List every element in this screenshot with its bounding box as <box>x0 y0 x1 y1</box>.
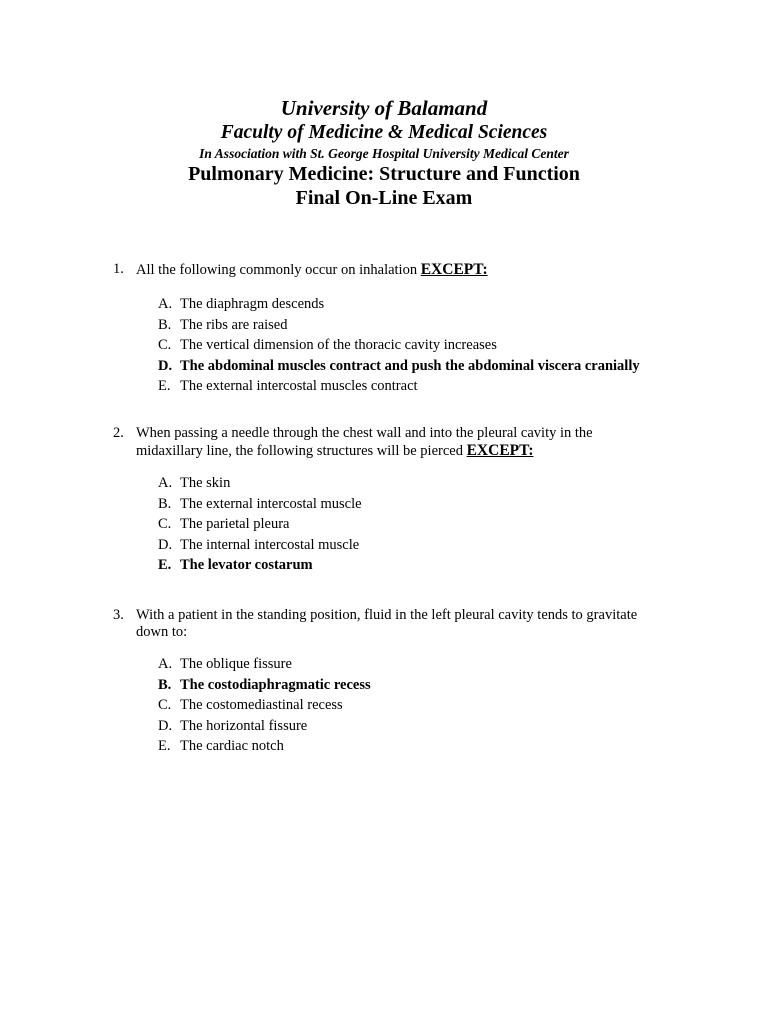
option-text: The costodiaphragmatic recess <box>180 676 371 693</box>
option-list <box>158 473 673 576</box>
exam-title: Final On-Line Exam <box>295 187 473 209</box>
option-b <box>158 315 673 336</box>
option-text: The internal intercostal muscle <box>180 536 360 553</box>
option-text: The diaphragm descends <box>180 296 325 312</box>
option-text: The oblique fissure <box>180 656 292 672</box>
question-stem: midaxillary line, the following structures will be pierced <box>136 443 463 459</box>
course-title: Pulmonary Medicine: Structure and Function <box>188 163 580 185</box>
question-stem-line-1: When passing a needle through the chest wall and into the pleural cavity in the <box>136 425 593 441</box>
except-keyword: EXCEPT: <box>466 442 534 459</box>
option-text: The ribs are raised <box>180 316 288 333</box>
question-number: 2. <box>113 425 124 441</box>
option-letter: D. <box>158 536 173 553</box>
question-3 <box>113 607 673 757</box>
exam-header <box>0 96 768 210</box>
question-text <box>136 261 673 279</box>
option-text: The external intercostal muscles contract <box>180 378 418 394</box>
option-letter: B. <box>158 676 172 693</box>
option-d-correct <box>158 356 673 377</box>
option-letter: E. <box>158 557 172 573</box>
option-letter: A. <box>158 656 173 672</box>
option-e <box>158 376 673 397</box>
option-letter: B. <box>158 316 172 333</box>
option-letter: E. <box>158 378 171 394</box>
association-line: In Association with St. George Hospital University Medical Center <box>199 146 569 161</box>
option-letter: C. <box>158 697 172 713</box>
option-a <box>158 473 673 494</box>
option-text: The skin <box>180 475 231 491</box>
option-c <box>158 514 673 535</box>
except-keyword: EXCEPT: <box>420 261 488 278</box>
option-text: The parietal pleura <box>180 516 290 532</box>
question-1 <box>113 261 673 397</box>
option-b-correct <box>158 675 673 696</box>
option-b <box>158 494 673 515</box>
option-text: The vertical dimension of the thoracic cavity increases <box>180 337 497 353</box>
option-letter: D. <box>158 357 173 374</box>
option-e-correct <box>158 555 673 576</box>
option-letter: A. <box>158 475 173 491</box>
question-text <box>136 425 673 460</box>
option-text: The cardiac notch <box>180 738 284 754</box>
option-d <box>158 535 673 556</box>
option-letter: E. <box>158 738 171 754</box>
question-number: 3. <box>113 607 124 623</box>
question-2 <box>113 425 673 576</box>
option-c <box>158 335 673 356</box>
option-letter: C. <box>158 516 172 532</box>
question-stem: All the following commonly occur on inhalation <box>136 262 418 278</box>
option-c <box>158 695 673 716</box>
option-letter: A. <box>158 296 173 312</box>
option-text: The abdominal muscles contract and push the abdominal viscera cranially <box>180 357 640 374</box>
option-a <box>158 654 673 675</box>
option-e <box>158 736 673 757</box>
option-letter: C. <box>158 337 172 353</box>
option-a <box>158 294 673 315</box>
option-text: The horizontal fissure <box>180 717 308 734</box>
option-text: The levator costarum <box>180 557 313 573</box>
question-text <box>136 607 673 641</box>
option-letter: D. <box>158 717 173 734</box>
option-d <box>158 716 673 737</box>
option-text: The external intercostal muscle <box>180 495 362 512</box>
university-name: University of Balamand <box>280 96 488 120</box>
option-list <box>158 294 673 397</box>
option-letter: B. <box>158 495 172 512</box>
question-stem-line-2 <box>136 442 673 460</box>
option-list <box>158 654 673 757</box>
question-number: 1. <box>113 261 124 277</box>
question-stem-line-1: With a patient in the standing position, fluid in the left pleural cavity tends to gravitate <box>136 607 638 623</box>
question-stem-line-2: down to: <box>136 624 188 640</box>
option-text: The costomediastinal recess <box>180 697 343 713</box>
faculty-name: Faculty of Medicine & Medical Sciences <box>220 122 548 143</box>
